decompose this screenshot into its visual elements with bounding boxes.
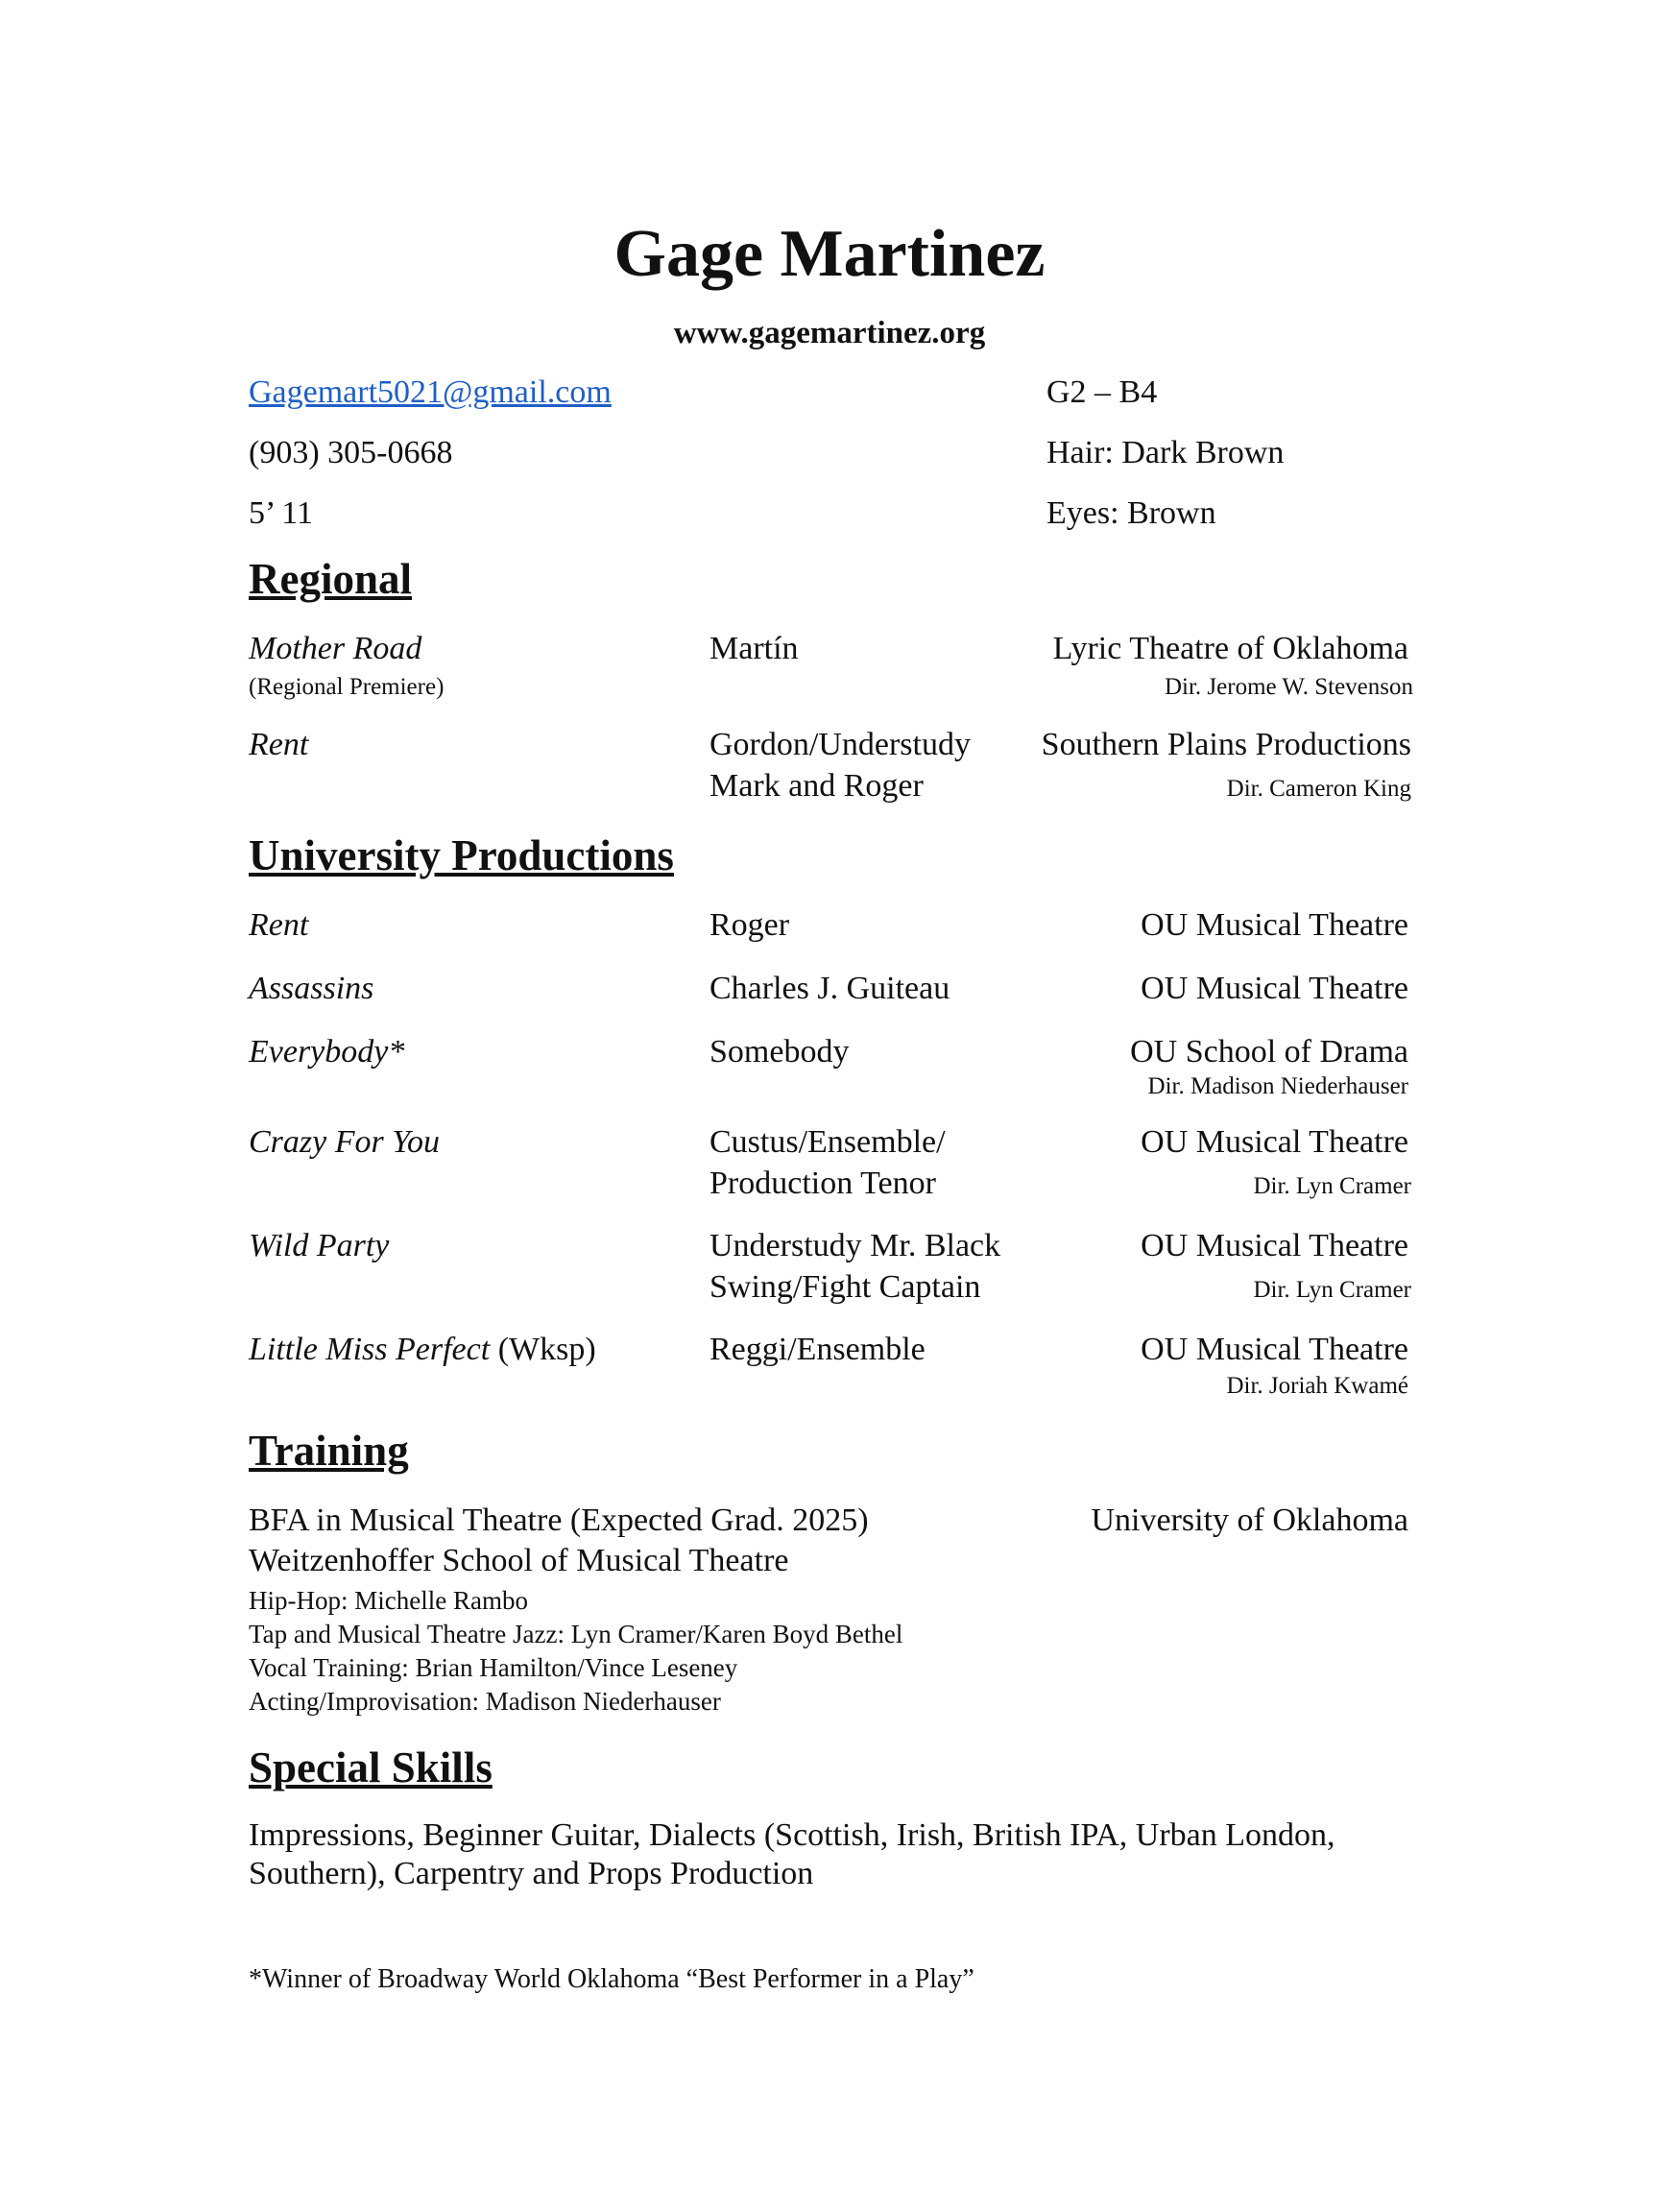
credit-title: Little Miss Perfect [249,1332,491,1367]
credit-role-line2: Mark and Roger [709,768,924,804]
credit-director: Dir. Lyn Cramer [1253,1277,1411,1303]
credit-title: Wild Party [249,1228,390,1263]
credit-title: Everybody* [249,1034,405,1070]
credit-role: Understudy Mr. Black [709,1228,1001,1263]
section-heading-skills: Special Skills [249,1743,493,1791]
credit-title-wrapper [249,1329,596,1371]
credit-role: Somebody [709,1034,850,1070]
credit-venue: OU Musical Theatre [1141,971,1408,1006]
vocal-range: G2 – B4 [1046,374,1158,410]
section-heading-training: Training [249,1427,409,1475]
credit-director: Dir. Madison Niederhauser [1147,1073,1408,1099]
resume-name: Gage Martinez [613,217,1046,291]
credit-venue: OU Musical Theatre [1141,1228,1408,1263]
training-detail: Tap and Musical Theatre Jazz: Lyn Cramer/Karen Boyd Bethel [249,1620,903,1648]
training-degree: BFA in Musical Theatre (Expected Grad. 2025) [249,1503,869,1538]
training-university: University of Oklahoma [1091,1503,1408,1538]
footnote: *Winner of Broadway World Oklahoma “Best Performer in a Play” [249,1964,974,1994]
credit-venue: OU Musical Theatre [1141,1332,1408,1367]
training-detail: Vocal Training: Brian Hamilton/Vince Leseney [249,1653,738,1682]
section-heading-regional: Regional [249,555,413,603]
credit-role: Gordon/Understudy [709,727,971,762]
training-school: Weitzenhoffer School of Musical Theatre [249,1543,789,1578]
eye-color: Eyes: Brown [1046,495,1216,531]
credit-role: Roger [709,907,790,943]
credit-note: (Regional Premiere) [249,674,445,700]
credit-role: Charles J. Guiteau [709,971,950,1006]
credit-role: Martín [709,631,799,666]
credit-venue: Lyric Theatre of Oklahoma [1052,631,1408,666]
credit-role-line2: Swing/Fight Captain [709,1269,981,1305]
credit-title: Crazy For You [249,1124,441,1160]
credit-title: Rent [249,907,309,943]
credit-role-line2: Production Tenor [709,1166,936,1201]
credit-venue: OU Musical Theatre [1141,1124,1408,1160]
credit-title: Assassins [249,971,374,1006]
hair-color: Hair: Dark Brown [1046,435,1285,470]
credit-title: Mother Road [249,631,422,666]
email-link[interactable]: Gagemart5021@gmail.com [249,374,612,410]
credit-director: Dir. Cameron King [1226,776,1411,802]
skills-text: Impressions, Beginner Guitar, Dialects (Scottish, Irish, British IPA, Urban London, Southern), Carpentry and Props Production [249,1817,1335,1891]
credit-title: Rent [249,727,309,762]
credit-venue: OU School of Drama [1130,1034,1408,1070]
credit-venue: OU Musical Theatre [1141,907,1408,943]
section-heading-university: University Productions [249,831,674,879]
credit-role: Reggi/Ensemble [709,1332,926,1367]
height-value: 5’ 11 [249,495,314,531]
credit-director: Dir. Jerome W. Stevenson [1164,674,1413,700]
phone-number: (903) 305-0668 [249,435,453,470]
training-detail: Acting/Improvisation: Madison Niederhauser [249,1687,721,1716]
credit-title-suffix: (Wksp) [490,1332,596,1367]
credit-director: Dir. Joriah Kwamé [1226,1373,1408,1399]
credit-venue: Southern Plains Productions [1041,727,1411,762]
credit-role: Custus/Ensemble/ [709,1124,946,1160]
website-link[interactable]: www.gagemartinez.org [673,316,986,350]
credit-director: Dir. Lyn Cramer [1253,1173,1411,1199]
training-detail: Hip-Hop: Michelle Rambo [249,1586,528,1615]
